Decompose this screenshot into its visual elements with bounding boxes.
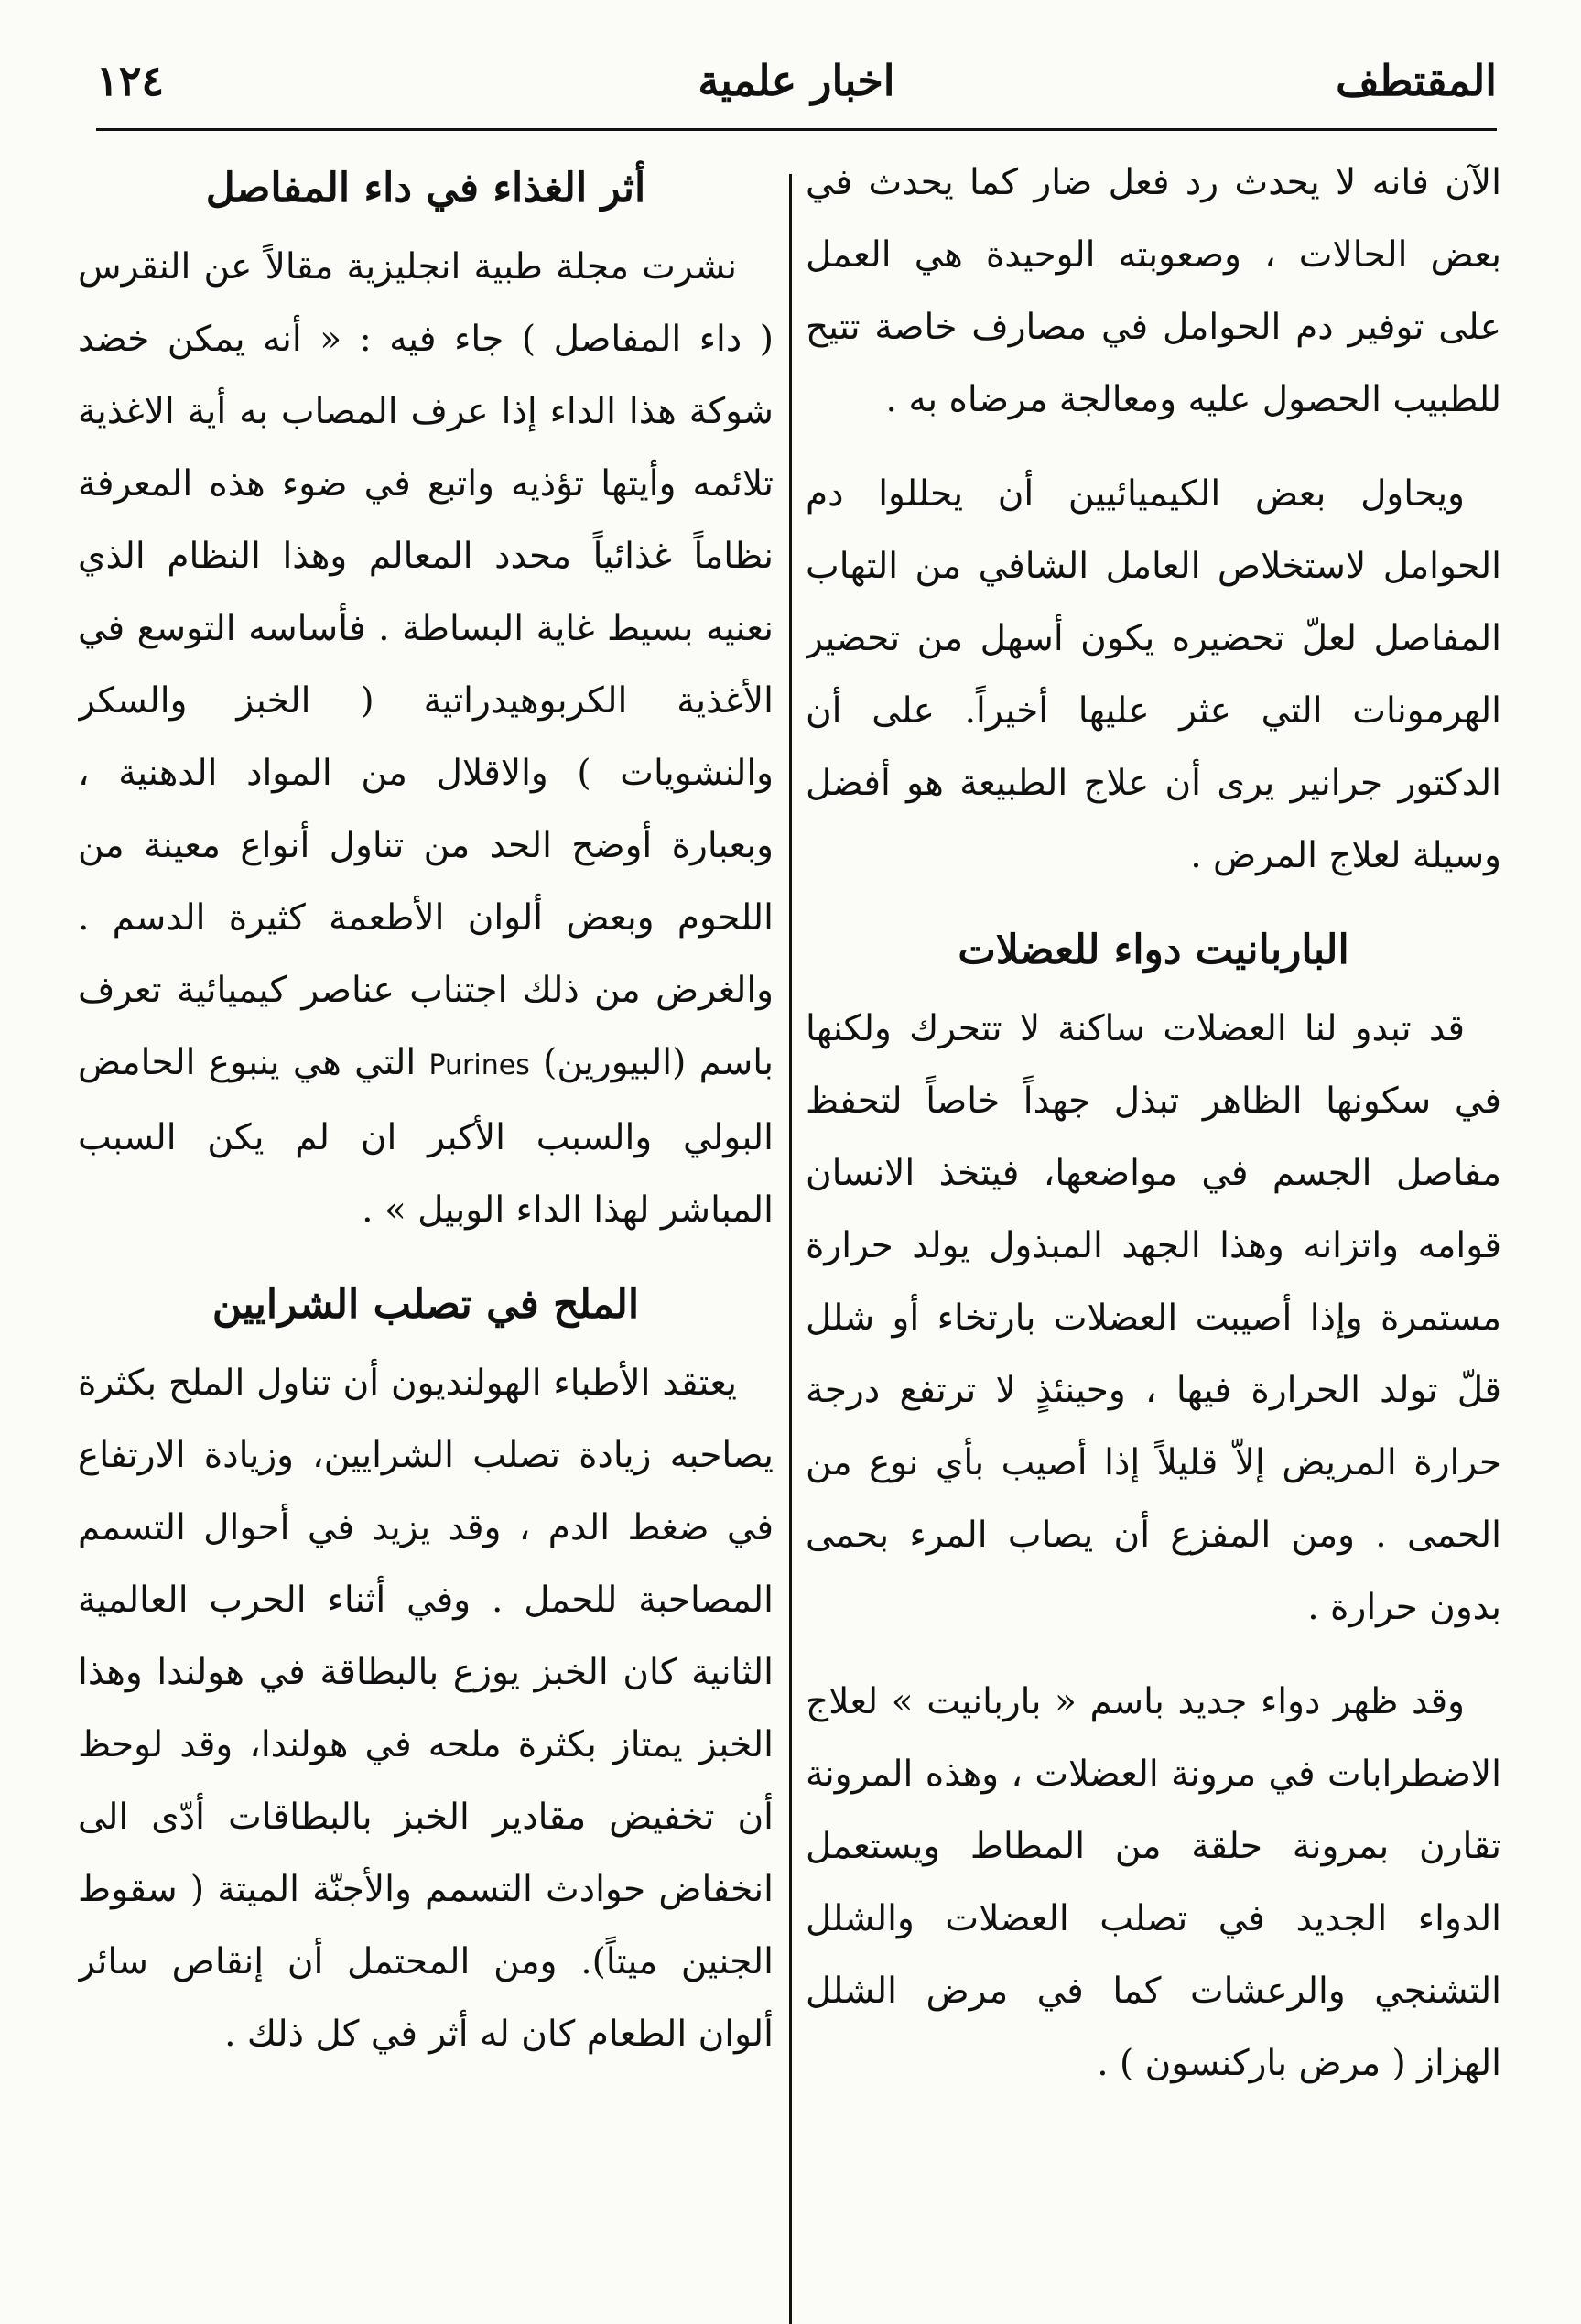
section-title: اخبار علمية xyxy=(698,56,895,105)
right-paragraph-3: قد تبدو لنا العضلات ساكنة لا تتحرك ولكنها في سكونها الظاهر تبذل جهداً خاصاً لتحفظ مفاصل الجسم في مواضعها، فيتخذ الانسان قوامه واتزانه وهذا الجهد المبذول يولد حرارة مستمرة وإذا أصيبت العضلات بارتخاء أو شلل قلّ تولد الحرارة فيها ، وحينئذٍ لا ترتفع درجة حرارة المريض إلاّ قليلاً إذا أصيب بأي نوع من الحمى . ومن المفزع أن يصاب المرء بحمى بدون حرارة . xyxy=(806,1008,1501,1628)
header-rule xyxy=(96,128,1497,131)
right-paragraph-1: الآن فانه لا يحدث رد فعل ضار كما يحدث في بعض الحالات ، وصعوبته الوحيدة هي العمل على توفير دم الحوامل في مصارف خاصة تتيح للطبيب الحصول عليه ومعالجة مرضاه به . xyxy=(806,162,1501,420)
article-heading-salt: الملح في تصلب الشرايين xyxy=(211,1281,640,1328)
page-number: ١٢٤ xyxy=(96,56,165,105)
latin-term-purines: Purines xyxy=(428,1049,530,1081)
article-heading-barbanit: الباربانيت دواء للعضلات xyxy=(958,927,1349,973)
journal-name: المقتطف xyxy=(1336,56,1497,105)
left-paragraph-1-text-b: التي هي ينبوع الحامض البولي والسبب الأكبر ان لم يكن السبب المباشر لهذا الداء الوبيل » . xyxy=(78,1042,774,1231)
left-column xyxy=(78,147,774,2324)
right-paragraph-2: ويحاول بعض الكيميائيين أن يحللوا دم الحوامل لاستخلاص العامل الشافي من التهاب المفاصل لعلّ تحضيره يكون أسهل من تحضير الهرمونات التي عثر عليها أخيراً. على أن الدكتور جرانير يرى أن علاج الطبيعة هو أفضل وسيلة لعلاج المرض . xyxy=(806,473,1501,876)
left-paragraph-2: يعتقد الأطباء الهولنديون أن تناول الملح بكثرة يصاحبه زيادة تصلب الشرايين، وزيادة الارتفاع في ضغط الدم ، وقد يزيد في أحوال التسمم المصاحبة للحمل . وفي أثناء الحرب العالمية الثانية كان الخبز يوزع بالبطاقة في هولندا وهذا الخبز يمتاز بكثرة ملحه في هولندا، وقد لوحظ أن تخفيض مقادير الخبز بالبطاقات أدّى الى انخفاض حوادث التسمم والأجنّة الميتة ( سقوط الجنين ميتاً). ومن المحتمل أن إنقاص سائر ألوان الطعام كان له أثر في كل ذلك . xyxy=(78,1363,774,2055)
right-column xyxy=(806,147,1501,2324)
left-paragraph-1-text-a: نشرت مجلة طبية انجليزية مقالاً عن النقرس ( داء المفاصل ) جاء فيه : « أنه يمكن خضد شوكة هذا الداء إذا عرف المصاب به أية الاغذية تلائمه وأيتها تؤذيه واتبع في ضوء هذه المعرفة نظاماً غذائياً محدد المعالم وهذا النظام الذي نعنيه بسيط غاية البساطة . فأساسه التوسع في الأغذية الكربوهيدراتية ( الخبز والسكر والنشويات ) والاقلال من المواد الدهنية ، وبعبارة أوضح الحد من تناول أنواع معينة من اللحوم وبعض ألوان الأطعمة كثيرة الدسم . والغرض من ذلك اجتناب عناصر كيميائية تعرف باسم (البيورين) xyxy=(78,246,774,1083)
column-divider xyxy=(789,174,792,2324)
page-header xyxy=(96,35,1497,126)
right-paragraph-4: وقد ظهر دواء جديد باسم « باربانيت » لعلاج الاضطرابات في مرونة العضلات ، وهذه المرونة تقارن بمرونة حلقة من المطاط ويستعمل الدواء الجديد في تصلب العضلات والشلل التشنجي والرعشات كما في مرض الشلل الهزاز ( مرض باركنسون ) . xyxy=(806,1681,1501,2084)
left-paragraph-1 xyxy=(78,231,774,1246)
article-heading-gout-diet: أثر الغذاء في داء المفاصل xyxy=(205,165,646,212)
